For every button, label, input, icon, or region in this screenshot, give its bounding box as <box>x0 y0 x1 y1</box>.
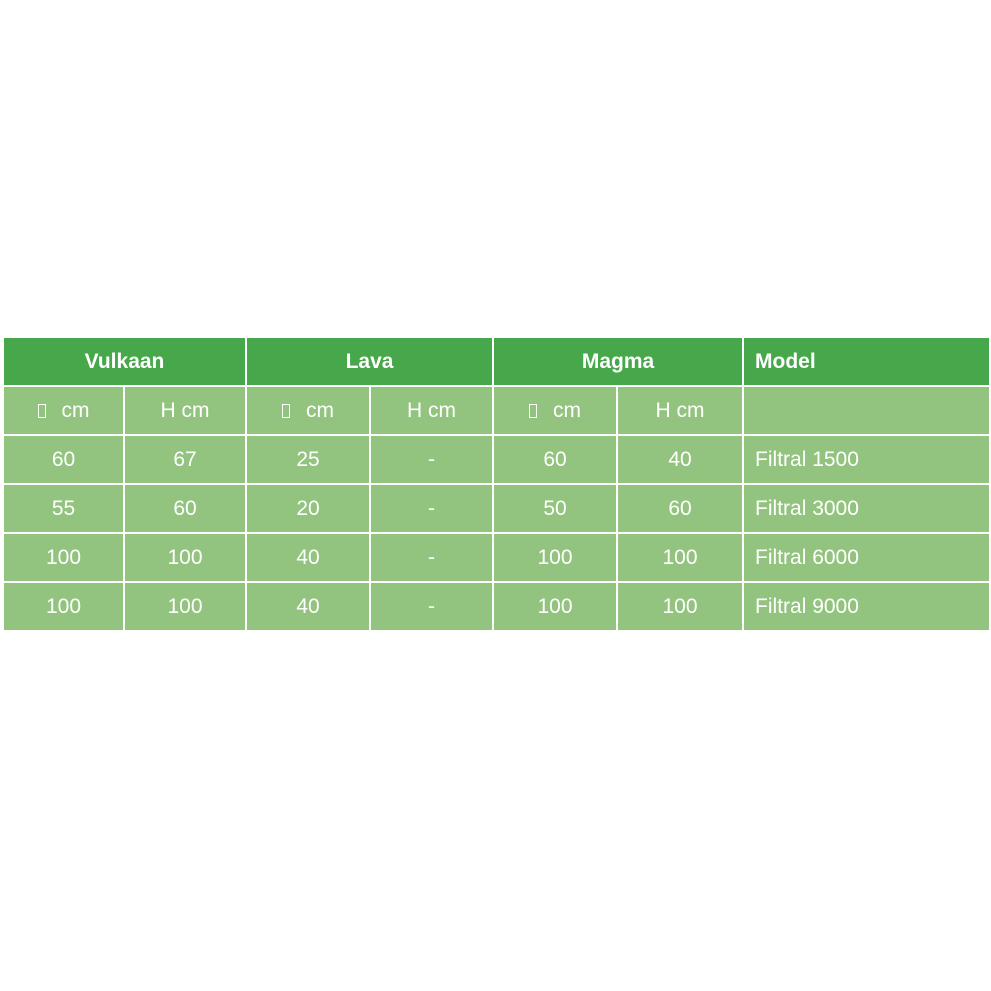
cell-magma-height: 40 <box>617 435 743 484</box>
cell-model: Filtral 6000 <box>743 533 990 582</box>
cell-vulkaan-height: 67 <box>124 435 246 484</box>
cell-lava-diameter: 40 <box>246 582 370 631</box>
diameter-unit: cm <box>61 398 90 422</box>
subheader-row <box>3 386 990 435</box>
cell-model: Filtral 3000 <box>743 484 990 533</box>
group-header-lava: Lava <box>246 337 493 386</box>
diameter-icon <box>529 404 537 418</box>
group-header-model: Model <box>743 337 990 386</box>
spec-table-container <box>2 336 989 632</box>
diameter-icon <box>282 404 290 418</box>
cell-magma-height: 100 <box>617 533 743 582</box>
table-row <box>3 435 990 484</box>
subheader-vulkaan-height: H cm <box>124 386 246 435</box>
cell-vulkaan-height: 100 <box>124 533 246 582</box>
table-row <box>3 533 990 582</box>
diameter-unit: cm <box>553 398 582 422</box>
cell-lava-diameter: 25 <box>246 435 370 484</box>
cell-vulkaan-diameter: 55 <box>3 484 124 533</box>
cell-vulkaan-height: 60 <box>124 484 246 533</box>
group-header-magma: Magma <box>493 337 743 386</box>
cell-model: Filtral 1500 <box>743 435 990 484</box>
subheader-magma-height: H cm <box>617 386 743 435</box>
subheader-model-empty <box>743 386 990 435</box>
cell-lava-height: - <box>370 435 493 484</box>
group-header-vulkaan: Vulkaan <box>3 337 246 386</box>
subheader-lava-diameter <box>246 386 370 435</box>
subheader-vulkaan-diameter <box>3 386 124 435</box>
cell-magma-diameter: 100 <box>493 582 617 631</box>
cell-model: Filtral 9000 <box>743 582 990 631</box>
table-row <box>3 582 990 631</box>
cell-magma-height: 60 <box>617 484 743 533</box>
diameter-unit: cm <box>306 398 335 422</box>
cell-lava-height: - <box>370 533 493 582</box>
spec-table <box>2 336 991 632</box>
cell-lava-height: - <box>370 484 493 533</box>
cell-magma-diameter: 60 <box>493 435 617 484</box>
subheader-magma-diameter <box>493 386 617 435</box>
cell-vulkaan-diameter: 100 <box>3 533 124 582</box>
subheader-lava-height: H cm <box>370 386 493 435</box>
cell-magma-diameter: 100 <box>493 533 617 582</box>
cell-magma-height: 100 <box>617 582 743 631</box>
table-row <box>3 484 990 533</box>
diameter-icon <box>38 404 46 418</box>
cell-vulkaan-diameter: 60 <box>3 435 124 484</box>
cell-vulkaan-diameter: 100 <box>3 582 124 631</box>
cell-lava-diameter: 20 <box>246 484 370 533</box>
cell-magma-diameter: 50 <box>493 484 617 533</box>
group-header-row <box>3 337 990 386</box>
cell-lava-height: - <box>370 582 493 631</box>
cell-lava-diameter: 40 <box>246 533 370 582</box>
cell-vulkaan-height: 100 <box>124 582 246 631</box>
